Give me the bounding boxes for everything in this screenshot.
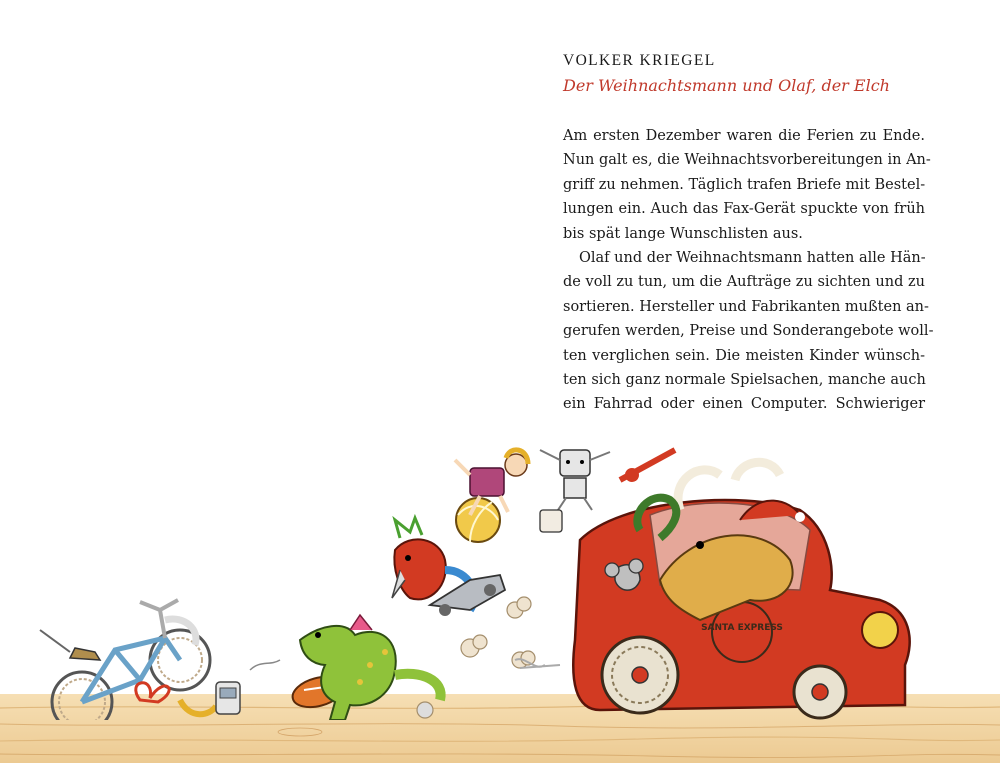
- small-robot-illustration: [540, 510, 562, 532]
- text-line: Nun galt es, die Weihnachtsvorbereitungen in An-: [563, 152, 931, 169]
- toy-parade-illustration: [0, 420, 1000, 720]
- author-name: VOLKER KRIEGEL: [563, 52, 716, 69]
- body-text: [563, 124, 934, 417]
- text-line: lungen ein. Auch das Fax-Gerät spuckte von früh: [563, 201, 925, 218]
- phone-illustration: [216, 660, 280, 714]
- text-line: Am ersten Dezember waren die Ferien zu Ende.: [563, 128, 925, 144]
- text-line: sortieren. Hersteller und Fabrikanten mußten an-: [563, 298, 929, 315]
- ball-illustration: [456, 498, 500, 542]
- text-line: Olaf und der Weihnachtsmann hatten alle Hän-: [579, 249, 926, 266]
- car-label: SANTA EXPRESS: [701, 623, 783, 633]
- text-line: bis spät lange Wunschlisten aus.: [563, 225, 803, 242]
- exhaust-clouds-illustration: [417, 597, 535, 718]
- text-line: ten verglichen sein. Die meisten Kinder wünsch-: [563, 347, 925, 364]
- text-line: de voll zu tun, um die Aufträge zu sichten und zu: [563, 274, 925, 291]
- text-line: ten sich ganz normale Spielsachen, manche auch: [563, 371, 926, 388]
- story-title: Der Weihnachtsmann und Olaf, der Elch: [563, 76, 890, 95]
- text-line: ein Fahrrad oder einen Computer. Schwieriger: [563, 396, 925, 413]
- text-column: [563, 50, 934, 417]
- robot-illustration: [540, 450, 610, 510]
- red-bow-illustration: [136, 683, 169, 702]
- text-line: griff zu nehmen. Täglich trafen Briefe mit Bestel-: [563, 176, 926, 193]
- text-line: gerufen werden, Preise und Sonderangebote woll-: [563, 323, 934, 340]
- banana-illustration: [180, 700, 216, 714]
